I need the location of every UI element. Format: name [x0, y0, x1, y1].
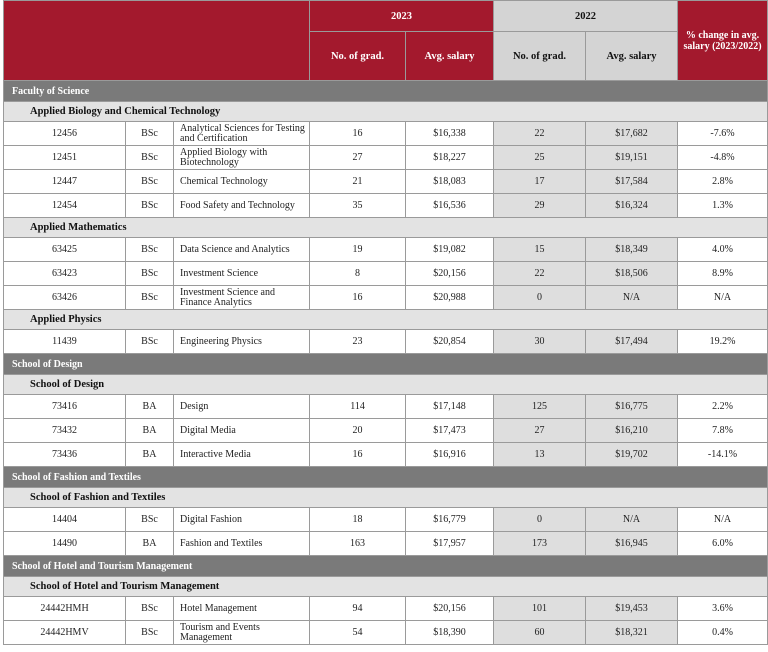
- salary-change-cell: 7.8%: [678, 419, 768, 443]
- graduates-2023-cell: 16: [310, 122, 406, 146]
- programme-name-cell: Data Science and Analytics: [174, 238, 310, 262]
- department-name: School of Design: [4, 375, 768, 395]
- header-salary-2023: Avg. salary: [406, 32, 494, 81]
- salary-2023-cell: $16,536: [406, 194, 494, 218]
- programme-name-cell: Design: [174, 395, 310, 419]
- department-row: [4, 218, 768, 238]
- salary-2023-cell: $18,083: [406, 170, 494, 194]
- salary-2022-cell: $19,702: [586, 443, 678, 467]
- salary-2022-cell: $17,682: [586, 122, 678, 146]
- table-row: [4, 508, 768, 532]
- salary-change-cell: -14.1%: [678, 443, 768, 467]
- salary-2023-cell: $16,916: [406, 443, 494, 467]
- department-row: [4, 102, 768, 122]
- award-cell: BSc: [126, 262, 174, 286]
- graduates-2022-cell: 0: [494, 508, 586, 532]
- salary-2022-cell: $16,945: [586, 532, 678, 556]
- programme-name-cell: Hotel Management: [174, 597, 310, 621]
- award-cell: BSc: [126, 330, 174, 354]
- salary-change-cell: 0.4%: [678, 621, 768, 645]
- salary-2022-cell: $16,775: [586, 395, 678, 419]
- graduates-2022-cell: 22: [494, 122, 586, 146]
- graduates-2023-cell: 18: [310, 508, 406, 532]
- salary-2023-cell: $20,988: [406, 286, 494, 310]
- programme-code-cell: 73436: [4, 443, 126, 467]
- programme-code-cell: 12447: [4, 170, 126, 194]
- graduates-2023-cell: 21: [310, 170, 406, 194]
- salary-2022-cell: $17,494: [586, 330, 678, 354]
- graduates-2023-cell: 163: [310, 532, 406, 556]
- award-cell: BSc: [126, 170, 174, 194]
- programme-name-cell: Investment Science and Finance Analytics: [174, 286, 310, 310]
- salary-2023-cell: $17,957: [406, 532, 494, 556]
- salary-2022-cell: $18,321: [586, 621, 678, 645]
- header-percent-change: % change in avg. salary (2023/2022): [678, 1, 768, 81]
- department-row: [4, 310, 768, 330]
- table-header: [4, 1, 768, 81]
- programme-name-cell: Tourism and Events Management: [174, 621, 310, 645]
- graduates-2022-cell: 30: [494, 330, 586, 354]
- faculty-row: [4, 556, 768, 577]
- programme-name-cell: Investment Science: [174, 262, 310, 286]
- graduates-2022-cell: 60: [494, 621, 586, 645]
- salary-2022-cell: N/A: [586, 286, 678, 310]
- department-row: [4, 577, 768, 597]
- graduates-2022-cell: 27: [494, 419, 586, 443]
- award-cell: BSc: [126, 286, 174, 310]
- salary-2023-cell: $17,473: [406, 419, 494, 443]
- programme-code-cell: 73416: [4, 395, 126, 419]
- salary-change-cell: -7.6%: [678, 122, 768, 146]
- salary-change-cell: 2.8%: [678, 170, 768, 194]
- programme-name-cell: Chemical Technology: [174, 170, 310, 194]
- department-name: School of Hotel and Tourism Management: [4, 577, 768, 597]
- salary-2023-cell: $18,227: [406, 146, 494, 170]
- award-cell: BA: [126, 419, 174, 443]
- table-row: [4, 330, 768, 354]
- table-row: [4, 532, 768, 556]
- award-cell: BA: [126, 443, 174, 467]
- programme-code-cell: 12454: [4, 194, 126, 218]
- programme-name-cell: Applied Biology with Biotechnology: [174, 146, 310, 170]
- programme-code-cell: 14404: [4, 508, 126, 532]
- department-name: School of Fashion and Textiles: [4, 488, 768, 508]
- department-row: [4, 488, 768, 508]
- programme-name-cell: Interactive Media: [174, 443, 310, 467]
- programme-name-cell: Engineering Physics: [174, 330, 310, 354]
- salary-2022-cell: $19,453: [586, 597, 678, 621]
- graduates-2023-cell: 114: [310, 395, 406, 419]
- graduates-2023-cell: 54: [310, 621, 406, 645]
- graduates-2022-cell: 13: [494, 443, 586, 467]
- salary-change-cell: 6.0%: [678, 532, 768, 556]
- programme-code-cell: 63425: [4, 238, 126, 262]
- table-row: [4, 122, 768, 146]
- header-salary-2022: Avg. salary: [586, 32, 678, 81]
- department-row: [4, 375, 768, 395]
- table-row: [4, 194, 768, 218]
- table-row: [4, 170, 768, 194]
- graduates-2022-cell: 22: [494, 262, 586, 286]
- faculty-name: School of Fashion and Textiles: [4, 467, 768, 488]
- programme-code-cell: 73432: [4, 419, 126, 443]
- graduates-2023-cell: 16: [310, 286, 406, 310]
- programme-name-cell: Digital Fashion: [174, 508, 310, 532]
- salary-2023-cell: $20,156: [406, 262, 494, 286]
- salary-2023-cell: $16,338: [406, 122, 494, 146]
- department-name: Applied Mathematics: [4, 218, 768, 238]
- graduates-2022-cell: 29: [494, 194, 586, 218]
- header-year-2022: 2022: [494, 1, 678, 32]
- department-name: Applied Physics: [4, 310, 768, 330]
- programme-code-cell: 24442HMH: [4, 597, 126, 621]
- programme-code-cell: 11439: [4, 330, 126, 354]
- table-row: [4, 419, 768, 443]
- graduates-2022-cell: 125: [494, 395, 586, 419]
- faculty-name: Faculty of Science: [4, 81, 768, 102]
- header-grad-2023: No. of grad.: [310, 32, 406, 81]
- graduates-2023-cell: 8: [310, 262, 406, 286]
- programme-name-cell: Food Safety and Technology: [174, 194, 310, 218]
- faculty-name: School of Design: [4, 354, 768, 375]
- salary-2022-cell: $18,506: [586, 262, 678, 286]
- award-cell: BSc: [126, 238, 174, 262]
- header-year-2023: 2023: [310, 1, 494, 32]
- salary-2023-cell: $19,082: [406, 238, 494, 262]
- table-row: [4, 395, 768, 419]
- salary-2022-cell: $16,324: [586, 194, 678, 218]
- table-row: [4, 238, 768, 262]
- award-cell: BSc: [126, 194, 174, 218]
- graduates-2023-cell: 27: [310, 146, 406, 170]
- award-cell: BSc: [126, 597, 174, 621]
- salary-change-cell: 1.3%: [678, 194, 768, 218]
- graduates-2023-cell: 16: [310, 443, 406, 467]
- table-row: [4, 286, 768, 310]
- award-cell: BSc: [126, 146, 174, 170]
- graduates-2022-cell: 17: [494, 170, 586, 194]
- salary-2023-cell: $18,390: [406, 621, 494, 645]
- salary-change-cell: 4.0%: [678, 238, 768, 262]
- award-cell: BSc: [126, 621, 174, 645]
- faculty-name: School of Hotel and Tourism Management: [4, 556, 768, 577]
- department-name: Applied Biology and Chemical Technology: [4, 102, 768, 122]
- programme-code-cell: 12456: [4, 122, 126, 146]
- graduates-2023-cell: 19: [310, 238, 406, 262]
- programme-code-cell: 24442HMV: [4, 621, 126, 645]
- table-body: [4, 81, 768, 645]
- salary-2023-cell: $17,148: [406, 395, 494, 419]
- graduates-2023-cell: 94: [310, 597, 406, 621]
- salary-2023-cell: $20,156: [406, 597, 494, 621]
- graduates-2023-cell: 23: [310, 330, 406, 354]
- salary-change-cell: N/A: [678, 508, 768, 532]
- header-grad-2022: No. of grad.: [494, 32, 586, 81]
- programme-code-cell: 14490: [4, 532, 126, 556]
- salary-change-cell: N/A: [678, 286, 768, 310]
- graduates-2022-cell: 0: [494, 286, 586, 310]
- salary-2022-cell: $19,151: [586, 146, 678, 170]
- salary-2022-cell: N/A: [586, 508, 678, 532]
- programme-code-cell: 63426: [4, 286, 126, 310]
- programme-name-cell: Fashion and Textiles: [174, 532, 310, 556]
- table-row: [4, 621, 768, 645]
- programme-code-cell: 63423: [4, 262, 126, 286]
- salary-2023-cell: $20,854: [406, 330, 494, 354]
- table-row: [4, 597, 768, 621]
- table-row: [4, 262, 768, 286]
- graduates-2023-cell: 20: [310, 419, 406, 443]
- programme-code-cell: 12451: [4, 146, 126, 170]
- graduates-2022-cell: 173: [494, 532, 586, 556]
- table-row: [4, 443, 768, 467]
- salary-2023-cell: $16,779: [406, 508, 494, 532]
- programme-name-cell: Digital Media: [174, 419, 310, 443]
- award-cell: BSc: [126, 508, 174, 532]
- header-blank-cell: [4, 1, 310, 81]
- graduates-2023-cell: 35: [310, 194, 406, 218]
- salary-change-cell: -4.8%: [678, 146, 768, 170]
- salary-change-cell: 19.2%: [678, 330, 768, 354]
- faculty-row: [4, 81, 768, 102]
- graduates-2022-cell: 15: [494, 238, 586, 262]
- salary-2022-cell: $17,584: [586, 170, 678, 194]
- award-cell: BA: [126, 395, 174, 419]
- faculty-row: [4, 467, 768, 488]
- graduates-2022-cell: 101: [494, 597, 586, 621]
- faculty-row: [4, 354, 768, 375]
- salary-change-cell: 3.6%: [678, 597, 768, 621]
- programme-name-cell: Analytical Sciences for Testing and Certification: [174, 122, 310, 146]
- salary-change-cell: 2.2%: [678, 395, 768, 419]
- award-cell: BSc: [126, 122, 174, 146]
- graduates-2022-cell: 25: [494, 146, 586, 170]
- salary-change-cell: 8.9%: [678, 262, 768, 286]
- table-row: [4, 146, 768, 170]
- salary-2022-cell: $16,210: [586, 419, 678, 443]
- award-cell: BA: [126, 532, 174, 556]
- salary-2022-cell: $18,349: [586, 238, 678, 262]
- graduate-salary-table: [3, 0, 768, 645]
